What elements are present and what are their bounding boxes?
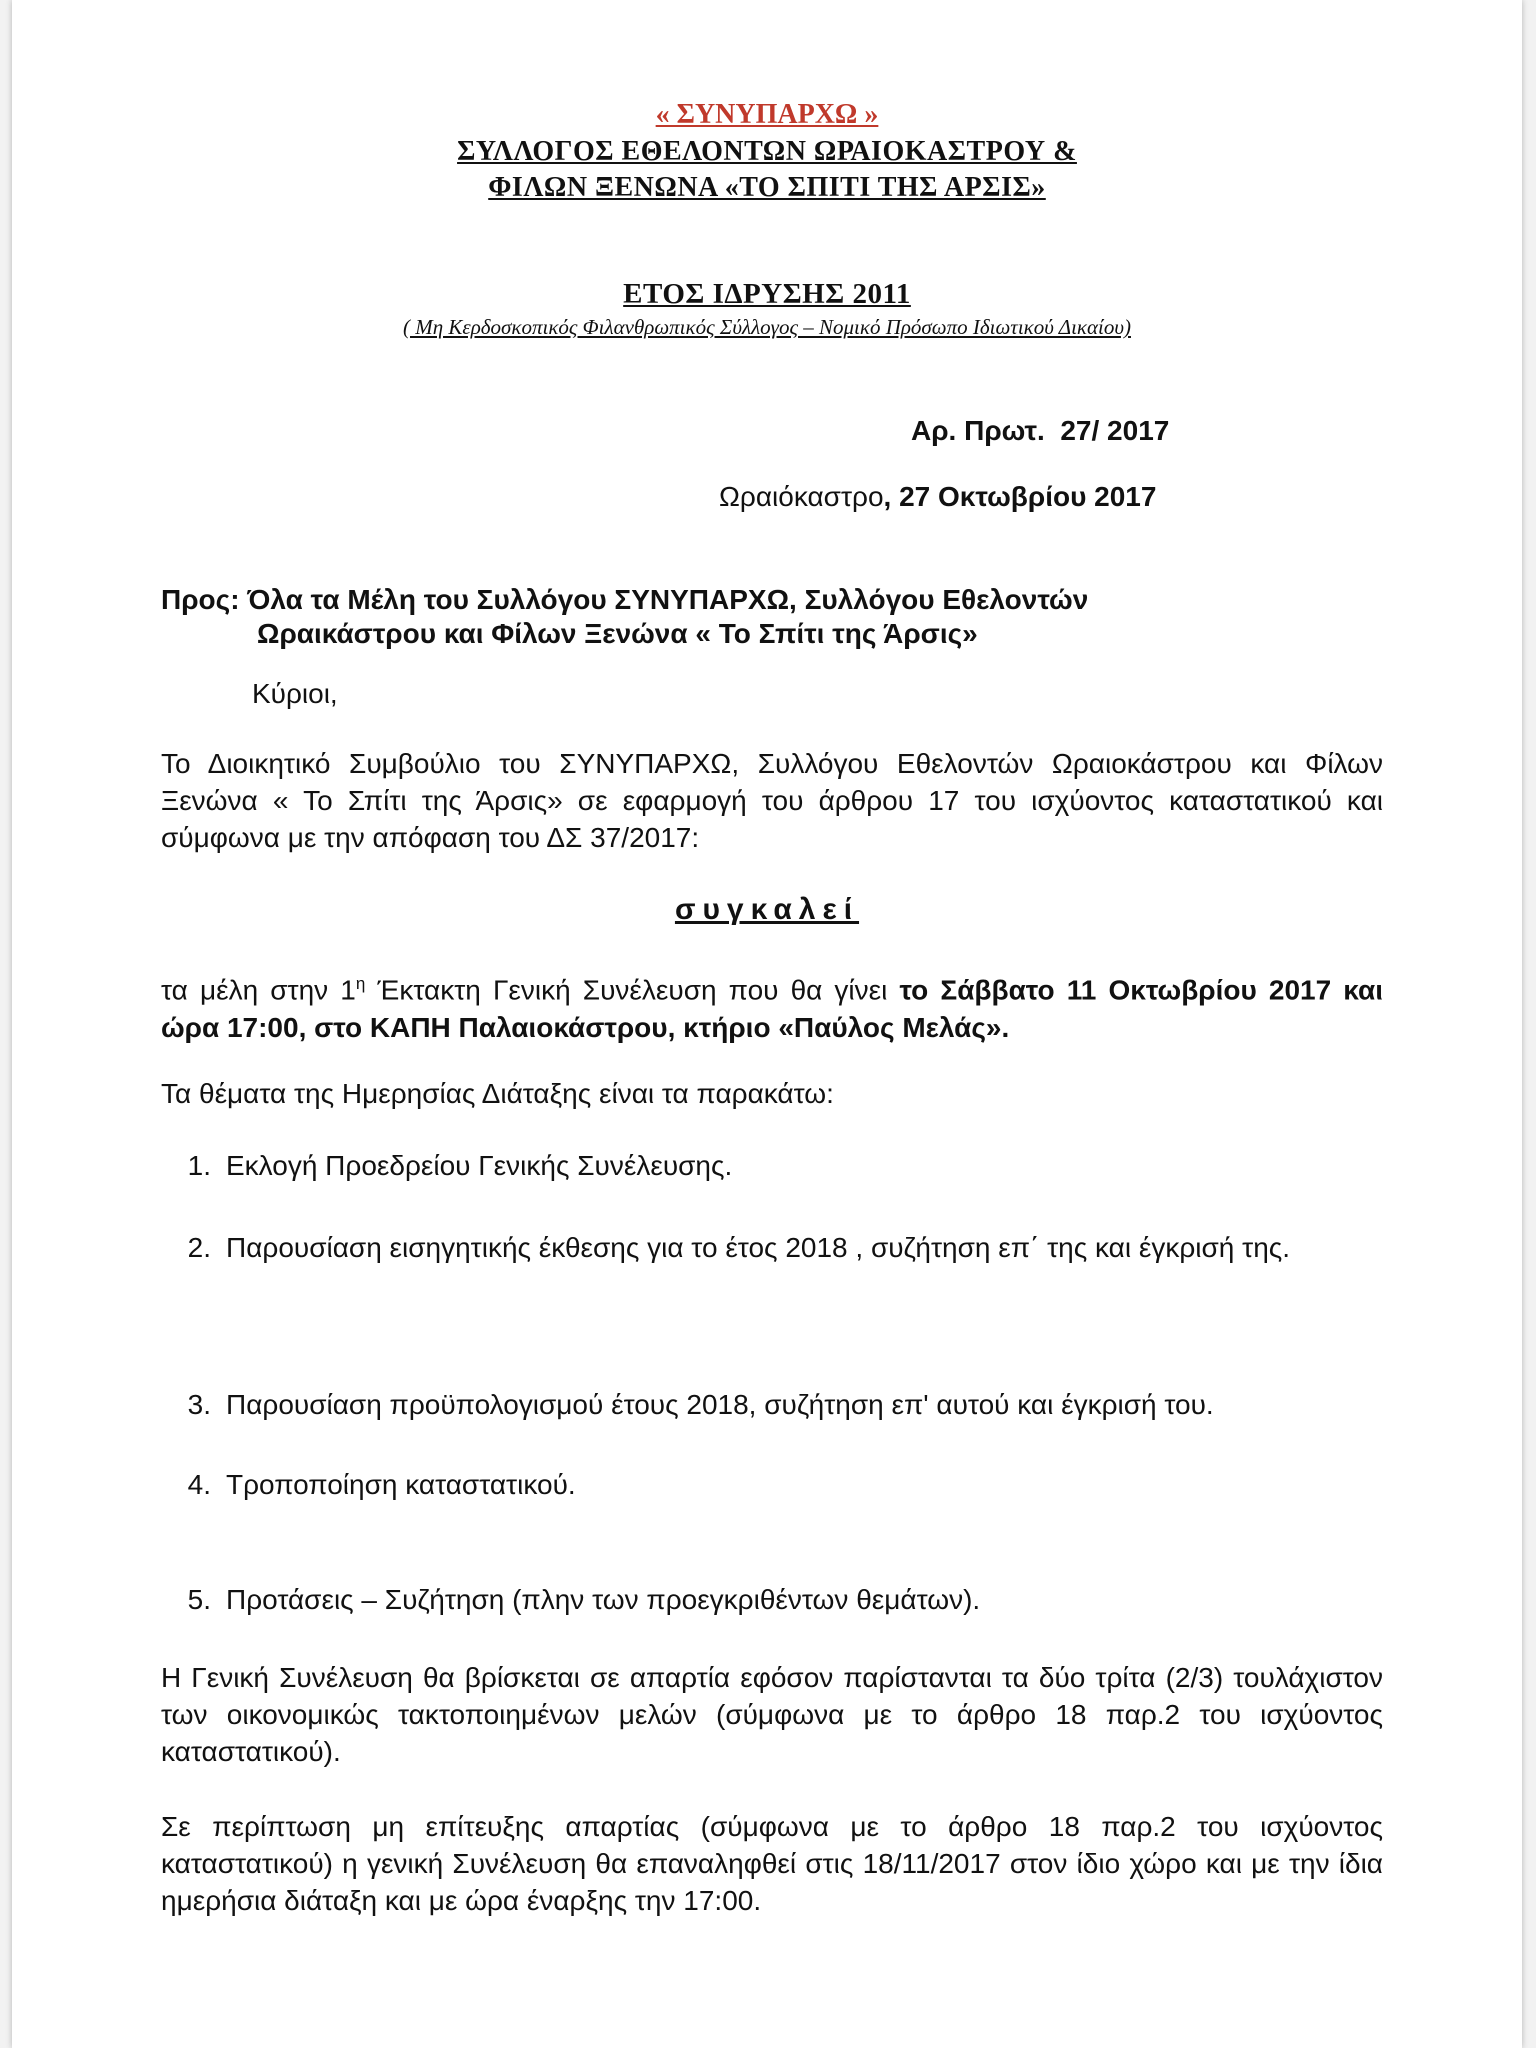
agenda-text: Τροποποίηση καταστατικού. bbox=[226, 1469, 576, 1500]
agenda-text: Εκλογή Προεδρείου Γενικής Συνέλευσης. bbox=[226, 1150, 733, 1181]
greeting: Κύριοι, bbox=[252, 678, 338, 709]
protocol-number: Αρ. Πρωτ. 27/ 2017 bbox=[911, 415, 1170, 446]
agenda-number: 3. bbox=[187, 1389, 211, 1420]
agenda-text: Παρουσίαση προϋπολογισμού έτους 2018, συζήτηση επ' αυτού και έγκρισή του. bbox=[226, 1389, 1214, 1420]
organization-title-line-1: ΣΥΛΛΟΓΟΣ ΕΘΕΛΟΝΤΩΝ ΩΡΑΙΟΚΑΣΤΡΟΥ & bbox=[457, 136, 1077, 167]
agenda-text: Παρουσίαση εισηγητικής έκθεσης για το έτος 2018 , συζήτηση επ΄ της και έγκρισή της. bbox=[226, 1232, 1291, 1263]
place-date bbox=[719, 481, 1156, 513]
meeting-mid: Έκτακτη Γενική Συνέλευση που θα γίνει bbox=[365, 974, 900, 1006]
place: Ωραιόκαστρο bbox=[719, 481, 884, 512]
quorum-paragraph: Η Γενική Συνέλευση θα βρίσκεται σε απαρτία εφόσον παρίστανται τα δύο τρίτα (2/3) τουλάχιστον των οικονομικώς τακτοποιημένων μελών (σύμφωνα με το άρθρο 18 παρ.2 του ισχύοντος καταστατικού). bbox=[161, 1662, 1383, 1767]
fallback-paragraph: Σε περίπτωση μη επίτευξης απαρτίας (σύμφωνα με το άρθρο 18 παρ.2 του ισχύοντος καταστατικού) η γενική Συνέλευση θα επαναληφθεί στις 18/11/2017 στον ίδιο χώρο και με την ίδια ημερήσια διάταξη και με ώρα έναρξης την 17:00. bbox=[161, 1811, 1383, 1916]
organization-name: « ΣΥΝΥΠΑΡΧΩ » bbox=[655, 99, 879, 130]
agenda-number: 5. bbox=[187, 1584, 211, 1615]
meeting-paragraph bbox=[161, 965, 1383, 1047]
recipient-line-2: Ωραικάστρου και Φίλων Ξενώνα « Το Σπίτι της Άρσις» bbox=[257, 618, 978, 649]
agenda-text: Προτάσεις – Συζήτηση (πλην των προεγκριθέντων θεμάτων). bbox=[226, 1584, 981, 1615]
document-page bbox=[12, 0, 1522, 2048]
organization-title-line-2: ΦΙΛΩΝ ΞΕΝΩΝΑ «ΤΟ ΣΠΙΤΙ ΤΗΣ ΑΡΣΙΣ» bbox=[488, 172, 1046, 203]
founding-year: ΕΤΟΣ ΙΔΡΥΣΗΣ 2011 bbox=[623, 278, 911, 310]
agenda-number: 2. bbox=[187, 1232, 211, 1263]
ordinal-superscript: η bbox=[355, 974, 366, 993]
recipient-line-1: Προς: Όλα τα Μέλη του Συλλόγου ΣΥΝΥΠΑΡΧΩ, Συλλόγου Εθελοντών bbox=[161, 584, 1089, 615]
agenda-number: 1. bbox=[187, 1150, 211, 1181]
agenda-number: 4. bbox=[187, 1469, 211, 1500]
meeting-details: το Σάββατο 11 Οκτωβρίου 2017 και ώρα 17:00, στο ΚΑΠΗ Παλαιοκάστρου, κτήριο «Παύλος Μελάς». bbox=[161, 974, 1383, 1044]
recipient-block bbox=[161, 583, 1088, 651]
convene-heading: συγκαλεί bbox=[674, 893, 860, 926]
intro-paragraph: Το Διοικητικό Συμβούλιο του ΣΥΝΥΠΑΡΧΩ, Συλλόγου Εθελοντών Ωραιοκάστρου και Φίλων Ξενώνα « Το Σπίτι της Άρσις» σε εφαρμογή του άρθρου 17 του ισχύοντος καταστατικού και σύμφωνα με την απόφαση του ΔΣ 37/2017: bbox=[161, 748, 1383, 853]
agenda-intro: Τα θέματα της Ημερησίας Διάταξης είναι τα παρακάτω: bbox=[161, 1078, 834, 1109]
date: , 27 Οκτωβρίου 2017 bbox=[883, 481, 1157, 512]
organization-subtitle: ( Μη Κερδοσκοπικός Φιλανθρωπικός Σύλλογος – Νομικό Πρόσωπο Ιδιωτικού Δικαίου) bbox=[403, 315, 1131, 339]
meeting-pre: τα μέλη στην 1 bbox=[161, 974, 356, 1006]
